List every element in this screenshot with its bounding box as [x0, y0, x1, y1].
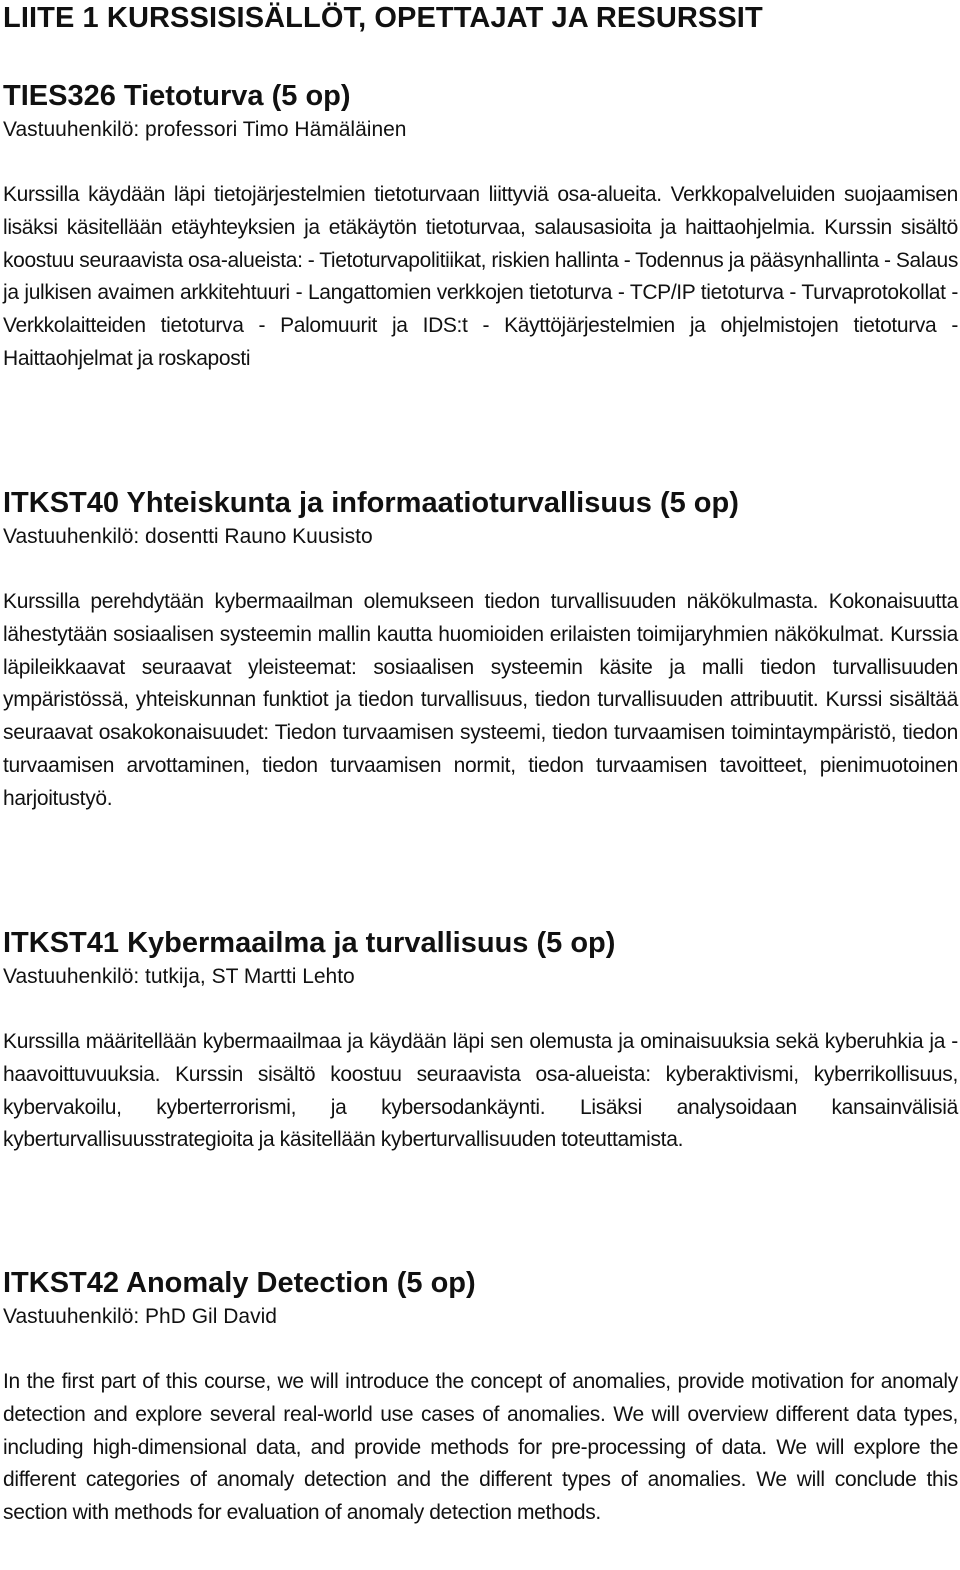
course-description: Kurssilla perehdytään kybermaailman olemukseen tiedon turvallisuuden näkökulmasta. Kokonaisuutta lähestytään sosiaalisen systeemin mallin kautta huomioiden erilaisten toimijaryhmien näkökulmat. Kurssia läpileikkaavat seuraavat yleisteemat: sosiaalisen systeemin käsite ja malli tiedon turvallisuuden ympäristössä, yhteiskunnan funktiot ja tiedon turvallisuus, tiedon turvallisuuden attribuutit. Kurssi sisältää seuraavat osakokonaisuudet: Tiedon turvaamisen systeemi, tiedon turvaamisen toimintaympäristö, tiedon turvaamisen arvottaminen, tiedon turvaamisen normit, tiedon turvaamisen tavoitteet, pienimuotoinen harjoitustyö. — [3, 590, 958, 810]
course-description: Kurssilla käydään läpi tietojärjestelmien tietoturvaan liittyviä osa-alueita. Verkkopalveluiden suojaamisen lisäksi käsitellään etäyhteyksien ja etäkäytön tietoturvaa, salausasioita ja haittaohjelmia. Kurssin sisältö koostuu seuraavista osa-alueista: - Tietoturvapolitiikat, riskien hallinta - Todennus ja pääsynhallinta - Salaus ja julkisen avaimen arkkitehtuuri - Langattomien verkkojen tietoturva - TCP/IP tietoturva - Turvaprotokollat - Verkkolaitteiden tietoturva - Palomuurit ja IDS:t - Käyttöjärjestelmien ja ohjelmistojen tietoturva - Haittaohjelmat ja roskaposti — [3, 183, 958, 370]
course-responsible: Vastuuhenkilö: tutkija, ST Martti Lehto — [3, 965, 355, 988]
course-itkst40 — [3, 484, 958, 816]
course-title: ITKST42 Anomaly Detection (5 op) — [3, 1267, 476, 1299]
course-description: Kurssilla määritellään kybermaailmaa ja käydään läpi sen olemusta ja ominaisuuksia sekä kyberuhkia ja -haavoittuvuuksia. Kurssin sisältö koostuu seuraavista osa-alueista: kyberaktivismi, kyberrikollisuus, kybervakoilu, kyberterrorismi, ja kybersodankäynti. Lisäksi analysoidaan kansainvälisiä kyberturvallisuusstrategioita ja käsitellään kyberturvallisuuden toteuttamista. — [3, 1030, 958, 1152]
course-responsible: Vastuuhenkilö: PhD Gil David — [3, 1305, 277, 1328]
course-ties326 — [3, 77, 958, 376]
course-itkst42 — [3, 1264, 958, 1530]
document-title: LIITE 1 KURSSISISÄLLÖT, OPETTAJAT JA RESURSSIT — [3, 2, 763, 34]
course-title: TIES326 Tietoturva (5 op) — [3, 80, 351, 112]
course-description: In the first part of this course, we will introduce the concept of anomalies, provide motivation for anomaly detection and explore several real-world use cases of anomalies. We will overview different data types, including high-dimensional data, and provide methods for pre-processing of data. We will explore the different categories of anomaly detection and the different types of anomalies. We will conclude this section with methods for evaluation of anomaly detection methods. — [3, 1370, 958, 1525]
course-title: ITKST41 Kybermaailma ja turvallisuus (5 op) — [3, 927, 616, 959]
course-responsible: Vastuuhenkilö: professori Timo Hämäläinen — [3, 118, 407, 141]
course-title: ITKST40 Yhteiskunta ja informaatioturvallisuus (5 op) — [3, 487, 739, 519]
course-itkst41 — [3, 924, 958, 1157]
course-responsible: Vastuuhenkilö: dosentti Rauno Kuusisto — [3, 525, 373, 548]
